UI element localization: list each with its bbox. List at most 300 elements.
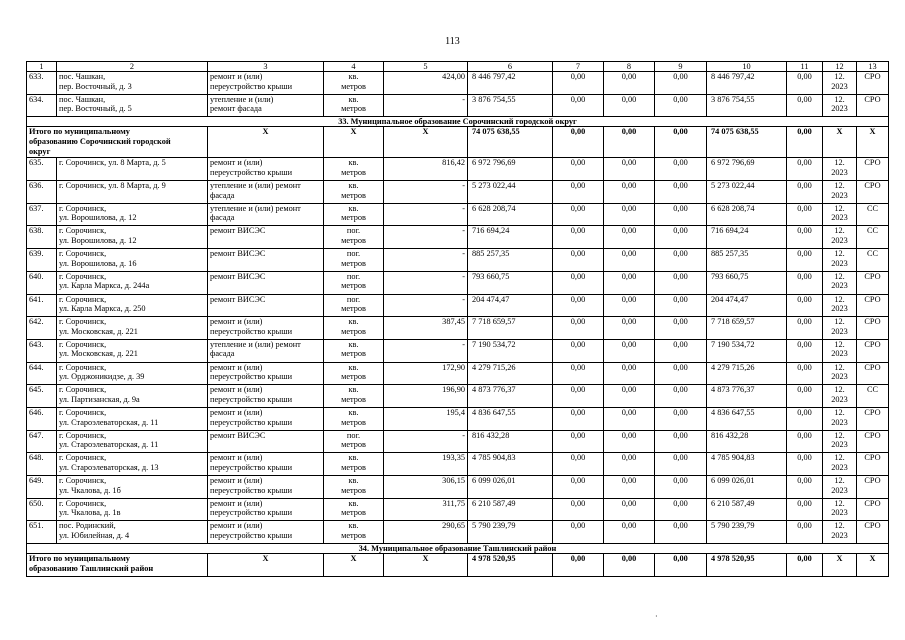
col-7-value: 0,00 bbox=[553, 226, 604, 249]
fund-type: СС bbox=[857, 249, 889, 272]
col-8-value: 0,00 bbox=[604, 94, 655, 117]
area: 290,65 bbox=[384, 521, 468, 544]
col-11-value: 0,00 bbox=[787, 521, 823, 544]
area: 311,75 bbox=[384, 498, 468, 521]
table-row bbox=[27, 385, 889, 408]
row-number: 640. bbox=[27, 271, 57, 294]
address: г. Сорочинск, ул. 8 Марта, д. 9 bbox=[57, 181, 208, 204]
col-8-value: 0,00 bbox=[604, 158, 655, 181]
col-11-value: 0,00 bbox=[787, 249, 823, 272]
unit: пог. метров bbox=[324, 271, 384, 294]
column-number-2: 2 bbox=[57, 62, 208, 72]
area: 193,35 bbox=[384, 453, 468, 476]
column-number-5: 5 bbox=[384, 62, 468, 72]
section-header-33 bbox=[27, 117, 889, 127]
column-number-6: 6 bbox=[468, 62, 553, 72]
total-cost: 4 978 520,95 bbox=[468, 554, 553, 577]
col-7-value: 0,00 bbox=[553, 271, 604, 294]
work-type: ремонт и (или) переустройство крыши bbox=[208, 158, 324, 181]
total-col-7: 0,00 bbox=[553, 127, 604, 158]
col-8-value: 0,00 bbox=[604, 181, 655, 204]
work-type: ремонт и (или) переустройство крыши bbox=[208, 317, 324, 340]
table-row bbox=[27, 430, 889, 453]
address: пос. Чашкан, пер. Восточный, д. 3 bbox=[57, 72, 208, 95]
col-7-value: 0,00 bbox=[553, 521, 604, 544]
col-8-value: 0,00 bbox=[604, 453, 655, 476]
row-number: 647. bbox=[27, 430, 57, 453]
fund-type: СРО bbox=[857, 94, 889, 117]
table-row bbox=[27, 407, 889, 430]
col-10-value: 4 279 715,26 bbox=[707, 362, 787, 385]
table-row bbox=[27, 94, 889, 117]
col-10-value: 6 099 026,01 bbox=[707, 476, 787, 499]
completion-date: 12. 2023 bbox=[823, 476, 857, 499]
area: - bbox=[384, 339, 468, 362]
total-cost: 204 474,47 bbox=[468, 294, 553, 317]
row-number: 651. bbox=[27, 521, 57, 544]
column-number-11: 11 bbox=[787, 62, 823, 72]
col-10-value: 6 628 208,74 bbox=[707, 203, 787, 226]
row-number: 648. bbox=[27, 453, 57, 476]
col-8-value: 0,00 bbox=[604, 385, 655, 408]
unit: кв. метров bbox=[324, 521, 384, 544]
total-cost: 6 972 796,69 bbox=[468, 158, 553, 181]
unit: кв. метров bbox=[324, 498, 384, 521]
col-9-value: 0,00 bbox=[655, 476, 707, 499]
col-7-value: 0,00 bbox=[553, 72, 604, 95]
address: г. Сорочинск, ул. 8 Марта, д. 5 bbox=[57, 158, 208, 181]
total-x-4: Х bbox=[324, 554, 384, 577]
area: 195,4 bbox=[384, 407, 468, 430]
area: 172,90 bbox=[384, 362, 468, 385]
work-type: утепление и (или) ремонт фасада bbox=[208, 181, 324, 204]
unit: кв. метров bbox=[324, 72, 384, 95]
fund-type: СРО bbox=[857, 339, 889, 362]
area: - bbox=[384, 271, 468, 294]
fund-type: СРО bbox=[857, 158, 889, 181]
column-number-3: 3 bbox=[208, 62, 324, 72]
work-type: утепление и (или) ремонт фасада bbox=[208, 203, 324, 226]
col-11-value: 0,00 bbox=[787, 339, 823, 362]
column-number-1: 1 bbox=[27, 62, 57, 72]
col-11-value: 0,00 bbox=[787, 498, 823, 521]
unit: кв. метров bbox=[324, 407, 384, 430]
address: г. Сорочинск, ул. Староэлеваторская, д. 11 bbox=[57, 407, 208, 430]
col-11-value: 0,00 bbox=[787, 476, 823, 499]
total-label: Итого по муниципальному образованию Ташлинский район bbox=[27, 554, 208, 577]
address: пос. Чашкан, пер. Восточный, д. 5 bbox=[57, 94, 208, 117]
total-col-11: 0,00 bbox=[787, 554, 823, 577]
total-col-9: 0,00 bbox=[655, 554, 707, 577]
col-8-value: 0,00 bbox=[604, 407, 655, 430]
address: г. Сорочинск, ул. Московская, д. 221 bbox=[57, 317, 208, 340]
area: - bbox=[384, 249, 468, 272]
unit: пог. метров bbox=[324, 430, 384, 453]
work-type: ремонт и (или) переустройство крыши bbox=[208, 362, 324, 385]
col-10-value: 4 873 776,37 bbox=[707, 385, 787, 408]
col-9-value: 0,00 bbox=[655, 453, 707, 476]
col-11-value: 0,00 bbox=[787, 407, 823, 430]
col-8-value: 0,00 bbox=[604, 271, 655, 294]
unit: кв. метров bbox=[324, 339, 384, 362]
unit: кв. метров bbox=[324, 385, 384, 408]
col-8-value: 0,00 bbox=[604, 521, 655, 544]
work-type: ремонт и (или) переустройство крыши bbox=[208, 476, 324, 499]
column-number-7: 7 bbox=[553, 62, 604, 72]
total-cost: 5 790 239,79 bbox=[468, 521, 553, 544]
work-type: ремонт и (или) переустройство крыши bbox=[208, 453, 324, 476]
col-8-value: 0,00 bbox=[604, 362, 655, 385]
unit: кв. метров bbox=[324, 203, 384, 226]
table-row bbox=[27, 226, 889, 249]
col-9-value: 0,00 bbox=[655, 339, 707, 362]
col-9-value: 0,00 bbox=[655, 430, 707, 453]
col-8-value: 0,00 bbox=[604, 430, 655, 453]
completion-date: 12. 2023 bbox=[823, 181, 857, 204]
col-7-value: 0,00 bbox=[553, 430, 604, 453]
col-7-value: 0,00 bbox=[553, 158, 604, 181]
total-x-13: Х bbox=[857, 127, 889, 158]
col-11-value: 0,00 bbox=[787, 226, 823, 249]
total-cost: 816 432,28 bbox=[468, 430, 553, 453]
row-number: 649. bbox=[27, 476, 57, 499]
column-numbers-row bbox=[27, 62, 889, 72]
col-9-value: 0,00 bbox=[655, 317, 707, 340]
total-cost: 6 628 208,74 bbox=[468, 203, 553, 226]
col-10-value: 816 432,28 bbox=[707, 430, 787, 453]
completion-date: 12. 2023 bbox=[823, 317, 857, 340]
address: г. Сорочинск, ул. Ворошилова, д. 16 bbox=[57, 249, 208, 272]
row-number: 643. bbox=[27, 339, 57, 362]
unit: кв. метров bbox=[324, 181, 384, 204]
col-9-value: 0,00 bbox=[655, 294, 707, 317]
area: - bbox=[384, 226, 468, 249]
col-11-value: 0,00 bbox=[787, 203, 823, 226]
completion-date: 12. 2023 bbox=[823, 498, 857, 521]
work-type: ремонт и (или) переустройство крыши bbox=[208, 72, 324, 95]
col-9-value: 0,00 bbox=[655, 498, 707, 521]
row-number: 642. bbox=[27, 317, 57, 340]
total-row-33 bbox=[27, 127, 889, 158]
address: г. Сорочинск, ул. Московская, д. 221 bbox=[57, 339, 208, 362]
col-10-value: 5 790 239,79 bbox=[707, 521, 787, 544]
total-cost: 3 876 754,55 bbox=[468, 94, 553, 117]
completion-date: 12. 2023 bbox=[823, 203, 857, 226]
work-type: ремонт и (или) переустройство крыши bbox=[208, 521, 324, 544]
col-8-value: 0,00 bbox=[604, 72, 655, 95]
unit: кв. метров bbox=[324, 362, 384, 385]
unit: кв. метров bbox=[324, 317, 384, 340]
col-7-value: 0,00 bbox=[553, 407, 604, 430]
table-row bbox=[27, 181, 889, 204]
col-11-value: 0,00 bbox=[787, 294, 823, 317]
unit: кв. метров bbox=[324, 94, 384, 117]
col-11-value: 0,00 bbox=[787, 72, 823, 95]
col-8-value: 0,00 bbox=[604, 203, 655, 226]
row-number: 634. bbox=[27, 94, 57, 117]
row-number: 637. bbox=[27, 203, 57, 226]
fund-type: СС bbox=[857, 226, 889, 249]
col-9-value: 0,00 bbox=[655, 521, 707, 544]
total-cost: 885 257,35 bbox=[468, 249, 553, 272]
row-number: 644. bbox=[27, 362, 57, 385]
area: - bbox=[384, 94, 468, 117]
fund-type: СРО bbox=[857, 521, 889, 544]
table-row bbox=[27, 476, 889, 499]
page-number: 113 bbox=[445, 36, 460, 47]
work-type: ремонт ВИСЭС bbox=[208, 430, 324, 453]
area: - bbox=[384, 294, 468, 317]
total-x-5: Х bbox=[384, 127, 468, 158]
total-x-12: Х bbox=[823, 127, 857, 158]
total-col-8: 0,00 bbox=[604, 127, 655, 158]
col-11-value: 0,00 bbox=[787, 430, 823, 453]
col-7-value: 0,00 bbox=[553, 94, 604, 117]
fund-type: СРО bbox=[857, 498, 889, 521]
area: - bbox=[384, 181, 468, 204]
address: г. Сорочинск, ул. Карла Маркса, д. 244а bbox=[57, 271, 208, 294]
total-x-12: Х bbox=[823, 554, 857, 577]
completion-date: 12. 2023 bbox=[823, 271, 857, 294]
total-x-3: Х bbox=[208, 554, 324, 577]
col-9-value: 0,00 bbox=[655, 271, 707, 294]
work-type: ремонт ВИСЭС bbox=[208, 294, 324, 317]
total-col-10: 4 978 520,95 bbox=[707, 554, 787, 577]
area: 424,00 bbox=[384, 72, 468, 95]
table-row bbox=[27, 498, 889, 521]
total-cost: 7 718 659,57 bbox=[468, 317, 553, 340]
section-title: 34. Муниципальное образование Ташлинский район bbox=[27, 544, 889, 554]
row-number: 641. bbox=[27, 294, 57, 317]
table-row bbox=[27, 294, 889, 317]
work-type: ремонт и (или) переустройство крыши bbox=[208, 385, 324, 408]
address: г. Сорочинск, ул. Староэлеваторская, д. 11 bbox=[57, 430, 208, 453]
col-10-value: 4 785 904,83 bbox=[707, 453, 787, 476]
completion-date: 12. 2023 bbox=[823, 94, 857, 117]
unit: кв. метров bbox=[324, 158, 384, 181]
fund-type: СРО bbox=[857, 362, 889, 385]
col-11-value: 0,00 bbox=[787, 385, 823, 408]
col-10-value: 793 660,75 bbox=[707, 271, 787, 294]
col-8-value: 0,00 bbox=[604, 476, 655, 499]
total-cost: 5 273 022,44 bbox=[468, 181, 553, 204]
total-cost: 6 099 026,01 bbox=[468, 476, 553, 499]
column-number-4: 4 bbox=[324, 62, 384, 72]
col-11-value: 0,00 bbox=[787, 94, 823, 117]
address: г. Сорочинск, ул. Ворошилова, д. 12 bbox=[57, 203, 208, 226]
area: 387,45 bbox=[384, 317, 468, 340]
completion-date: 12. 2023 bbox=[823, 294, 857, 317]
total-col-9: 0,00 bbox=[655, 127, 707, 158]
column-number-10: 10 bbox=[707, 62, 787, 72]
work-type: ремонт ВИСЭС bbox=[208, 226, 324, 249]
row-number: 633. bbox=[27, 72, 57, 95]
column-number-12: 12 bbox=[823, 62, 857, 72]
work-type: ремонт и (или) переустройство крыши bbox=[208, 407, 324, 430]
total-cost: 4 873 776,37 bbox=[468, 385, 553, 408]
address: г. Сорочинск, ул. Староэлеваторская, д. 13 bbox=[57, 453, 208, 476]
col-7-value: 0,00 bbox=[553, 476, 604, 499]
col-7-value: 0,00 bbox=[553, 453, 604, 476]
table-row bbox=[27, 317, 889, 340]
fund-type: СРО bbox=[857, 317, 889, 340]
table-row bbox=[27, 271, 889, 294]
address: г. Сорочинск, ул. Чкалова, д. 1б bbox=[57, 476, 208, 499]
address: г. Сорочинск, ул. Чкалова, д. 1в bbox=[57, 498, 208, 521]
completion-date: 12. 2023 bbox=[823, 72, 857, 95]
area: - bbox=[384, 203, 468, 226]
work-type: ремонт ВИСЭС bbox=[208, 271, 324, 294]
col-7-value: 0,00 bbox=[553, 317, 604, 340]
completion-date: 12. 2023 bbox=[823, 249, 857, 272]
section-header-34 bbox=[27, 544, 889, 554]
row-number: 645. bbox=[27, 385, 57, 408]
total-x-5: Х bbox=[384, 554, 468, 577]
column-number-13: 13 bbox=[857, 62, 889, 72]
work-type: ремонт и (или) переустройство крыши bbox=[208, 498, 324, 521]
col-9-value: 0,00 bbox=[655, 203, 707, 226]
fund-type: СРО bbox=[857, 476, 889, 499]
fund-type: СС bbox=[857, 203, 889, 226]
row-number: 638. bbox=[27, 226, 57, 249]
fund-type: СРО bbox=[857, 294, 889, 317]
col-9-value: 0,00 bbox=[655, 385, 707, 408]
unit: кв. метров bbox=[324, 476, 384, 499]
col-10-value: 4 836 647,55 bbox=[707, 407, 787, 430]
col-10-value: 7 190 534,72 bbox=[707, 339, 787, 362]
col-11-value: 0,00 bbox=[787, 317, 823, 340]
col-8-value: 0,00 bbox=[604, 294, 655, 317]
col-9-value: 0,00 bbox=[655, 158, 707, 181]
col-8-value: 0,00 bbox=[604, 339, 655, 362]
total-cost: 4 836 647,55 bbox=[468, 407, 553, 430]
row-number: 650. bbox=[27, 498, 57, 521]
col-10-value: 716 694,24 bbox=[707, 226, 787, 249]
completion-date: 12. 2023 bbox=[823, 430, 857, 453]
col-11-value: 0,00 bbox=[787, 271, 823, 294]
col-10-value: 885 257,35 bbox=[707, 249, 787, 272]
col-10-value: 5 273 022,44 bbox=[707, 181, 787, 204]
row-number: 639. bbox=[27, 249, 57, 272]
total-cost: 4 785 904,83 bbox=[468, 453, 553, 476]
col-9-value: 0,00 bbox=[655, 181, 707, 204]
column-number-9: 9 bbox=[655, 62, 707, 72]
total-cost: 716 694,24 bbox=[468, 226, 553, 249]
col-7-value: 0,00 bbox=[553, 498, 604, 521]
address: г. Сорочинск, ул. Партизанская, д. 9а bbox=[57, 385, 208, 408]
row-number: 636. bbox=[27, 181, 57, 204]
total-x-13: Х bbox=[857, 554, 889, 577]
total-cost: 7 190 534,72 bbox=[468, 339, 553, 362]
table-row bbox=[27, 158, 889, 181]
completion-date: 12. 2023 bbox=[823, 339, 857, 362]
table-row bbox=[27, 249, 889, 272]
col-8-value: 0,00 bbox=[604, 226, 655, 249]
address: г. Сорочинск, ул. Ворошилова, д. 12 bbox=[57, 226, 208, 249]
col-11-value: 0,00 bbox=[787, 158, 823, 181]
col-7-value: 0,00 bbox=[553, 249, 604, 272]
col-7-value: 0,00 bbox=[553, 362, 604, 385]
total-row-34 bbox=[27, 554, 889, 577]
col-10-value: 8 446 797,42 bbox=[707, 72, 787, 95]
col-10-value: 3 876 754,55 bbox=[707, 94, 787, 117]
area: 816,42 bbox=[384, 158, 468, 181]
col-9-value: 0,00 bbox=[655, 94, 707, 117]
col-9-value: 0,00 bbox=[655, 407, 707, 430]
col-11-value: 0,00 bbox=[787, 453, 823, 476]
total-col-11: 0,00 bbox=[787, 127, 823, 158]
completion-date: 12. 2023 bbox=[823, 158, 857, 181]
completion-date: 12. 2023 bbox=[823, 385, 857, 408]
total-x-3: Х bbox=[208, 127, 324, 158]
area: 306,15 bbox=[384, 476, 468, 499]
address: г. Сорочинск, ул. Орджоникидзе, д. 39 bbox=[57, 362, 208, 385]
work-type: утепление и (или) ремонт фасада bbox=[208, 339, 324, 362]
completion-date: 12. 2023 bbox=[823, 521, 857, 544]
area: 196,90 bbox=[384, 385, 468, 408]
work-type: утепление и (или) ремонт фасада bbox=[208, 94, 324, 117]
completion-date: 12. 2023 bbox=[823, 226, 857, 249]
table-row bbox=[27, 362, 889, 385]
col-10-value: 204 474,47 bbox=[707, 294, 787, 317]
total-cost: 793 660,75 bbox=[468, 271, 553, 294]
completion-date: 12. 2023 bbox=[823, 407, 857, 430]
total-col-8: 0,00 bbox=[604, 554, 655, 577]
fund-type: СРО bbox=[857, 271, 889, 294]
column-number-8: 8 bbox=[604, 62, 655, 72]
col-8-value: 0,00 bbox=[604, 498, 655, 521]
col-10-value: 6 972 796,69 bbox=[707, 158, 787, 181]
fund-type: СРО bbox=[857, 453, 889, 476]
fund-type: СРО bbox=[857, 181, 889, 204]
unit: пог. метров bbox=[324, 249, 384, 272]
col-9-value: 0,00 bbox=[655, 226, 707, 249]
fund-type: СРО bbox=[857, 430, 889, 453]
address: г. Сорочинск, ул. Карла Маркса, д. 250 bbox=[57, 294, 208, 317]
total-label: Итого по муниципальному образованию Сорочинский городской округ bbox=[27, 127, 208, 158]
row-number: 635. bbox=[27, 158, 57, 181]
table-row bbox=[27, 453, 889, 476]
work-type: ремонт ВИСЭС bbox=[208, 249, 324, 272]
unit: пог. метров bbox=[324, 294, 384, 317]
col-11-value: 0,00 bbox=[787, 181, 823, 204]
table-row bbox=[27, 203, 889, 226]
col-7-value: 0,00 bbox=[553, 385, 604, 408]
table-row bbox=[27, 521, 889, 544]
completion-date: 12. 2023 bbox=[823, 453, 857, 476]
unit: пог. метров bbox=[324, 226, 384, 249]
section-title: 33. Муниципальное образование Сорочинский городской округ bbox=[27, 117, 889, 127]
total-cost: 4 279 715,26 bbox=[468, 362, 553, 385]
area: - bbox=[384, 430, 468, 453]
col-7-value: 0,00 bbox=[553, 181, 604, 204]
fund-type: СРО bbox=[857, 72, 889, 95]
total-cost: 6 210 587,49 bbox=[468, 498, 553, 521]
total-cost: 74 075 638,55 bbox=[468, 127, 553, 158]
total-x-4: Х bbox=[324, 127, 384, 158]
total-cost: 8 446 797,42 bbox=[468, 72, 553, 95]
row-number: 646. bbox=[27, 407, 57, 430]
completion-date: 12. 2023 bbox=[823, 362, 857, 385]
address: пос. Родинский, ул. Юбилейная, д. 4 bbox=[57, 521, 208, 544]
col-7-value: 0,00 bbox=[553, 294, 604, 317]
col-7-value: 0,00 bbox=[553, 339, 604, 362]
fund-type: СРО bbox=[857, 407, 889, 430]
fund-type: СС bbox=[857, 385, 889, 408]
col-8-value: 0,00 bbox=[604, 317, 655, 340]
unit: кв. метров bbox=[324, 453, 384, 476]
col-10-value: 6 210 587,49 bbox=[707, 498, 787, 521]
